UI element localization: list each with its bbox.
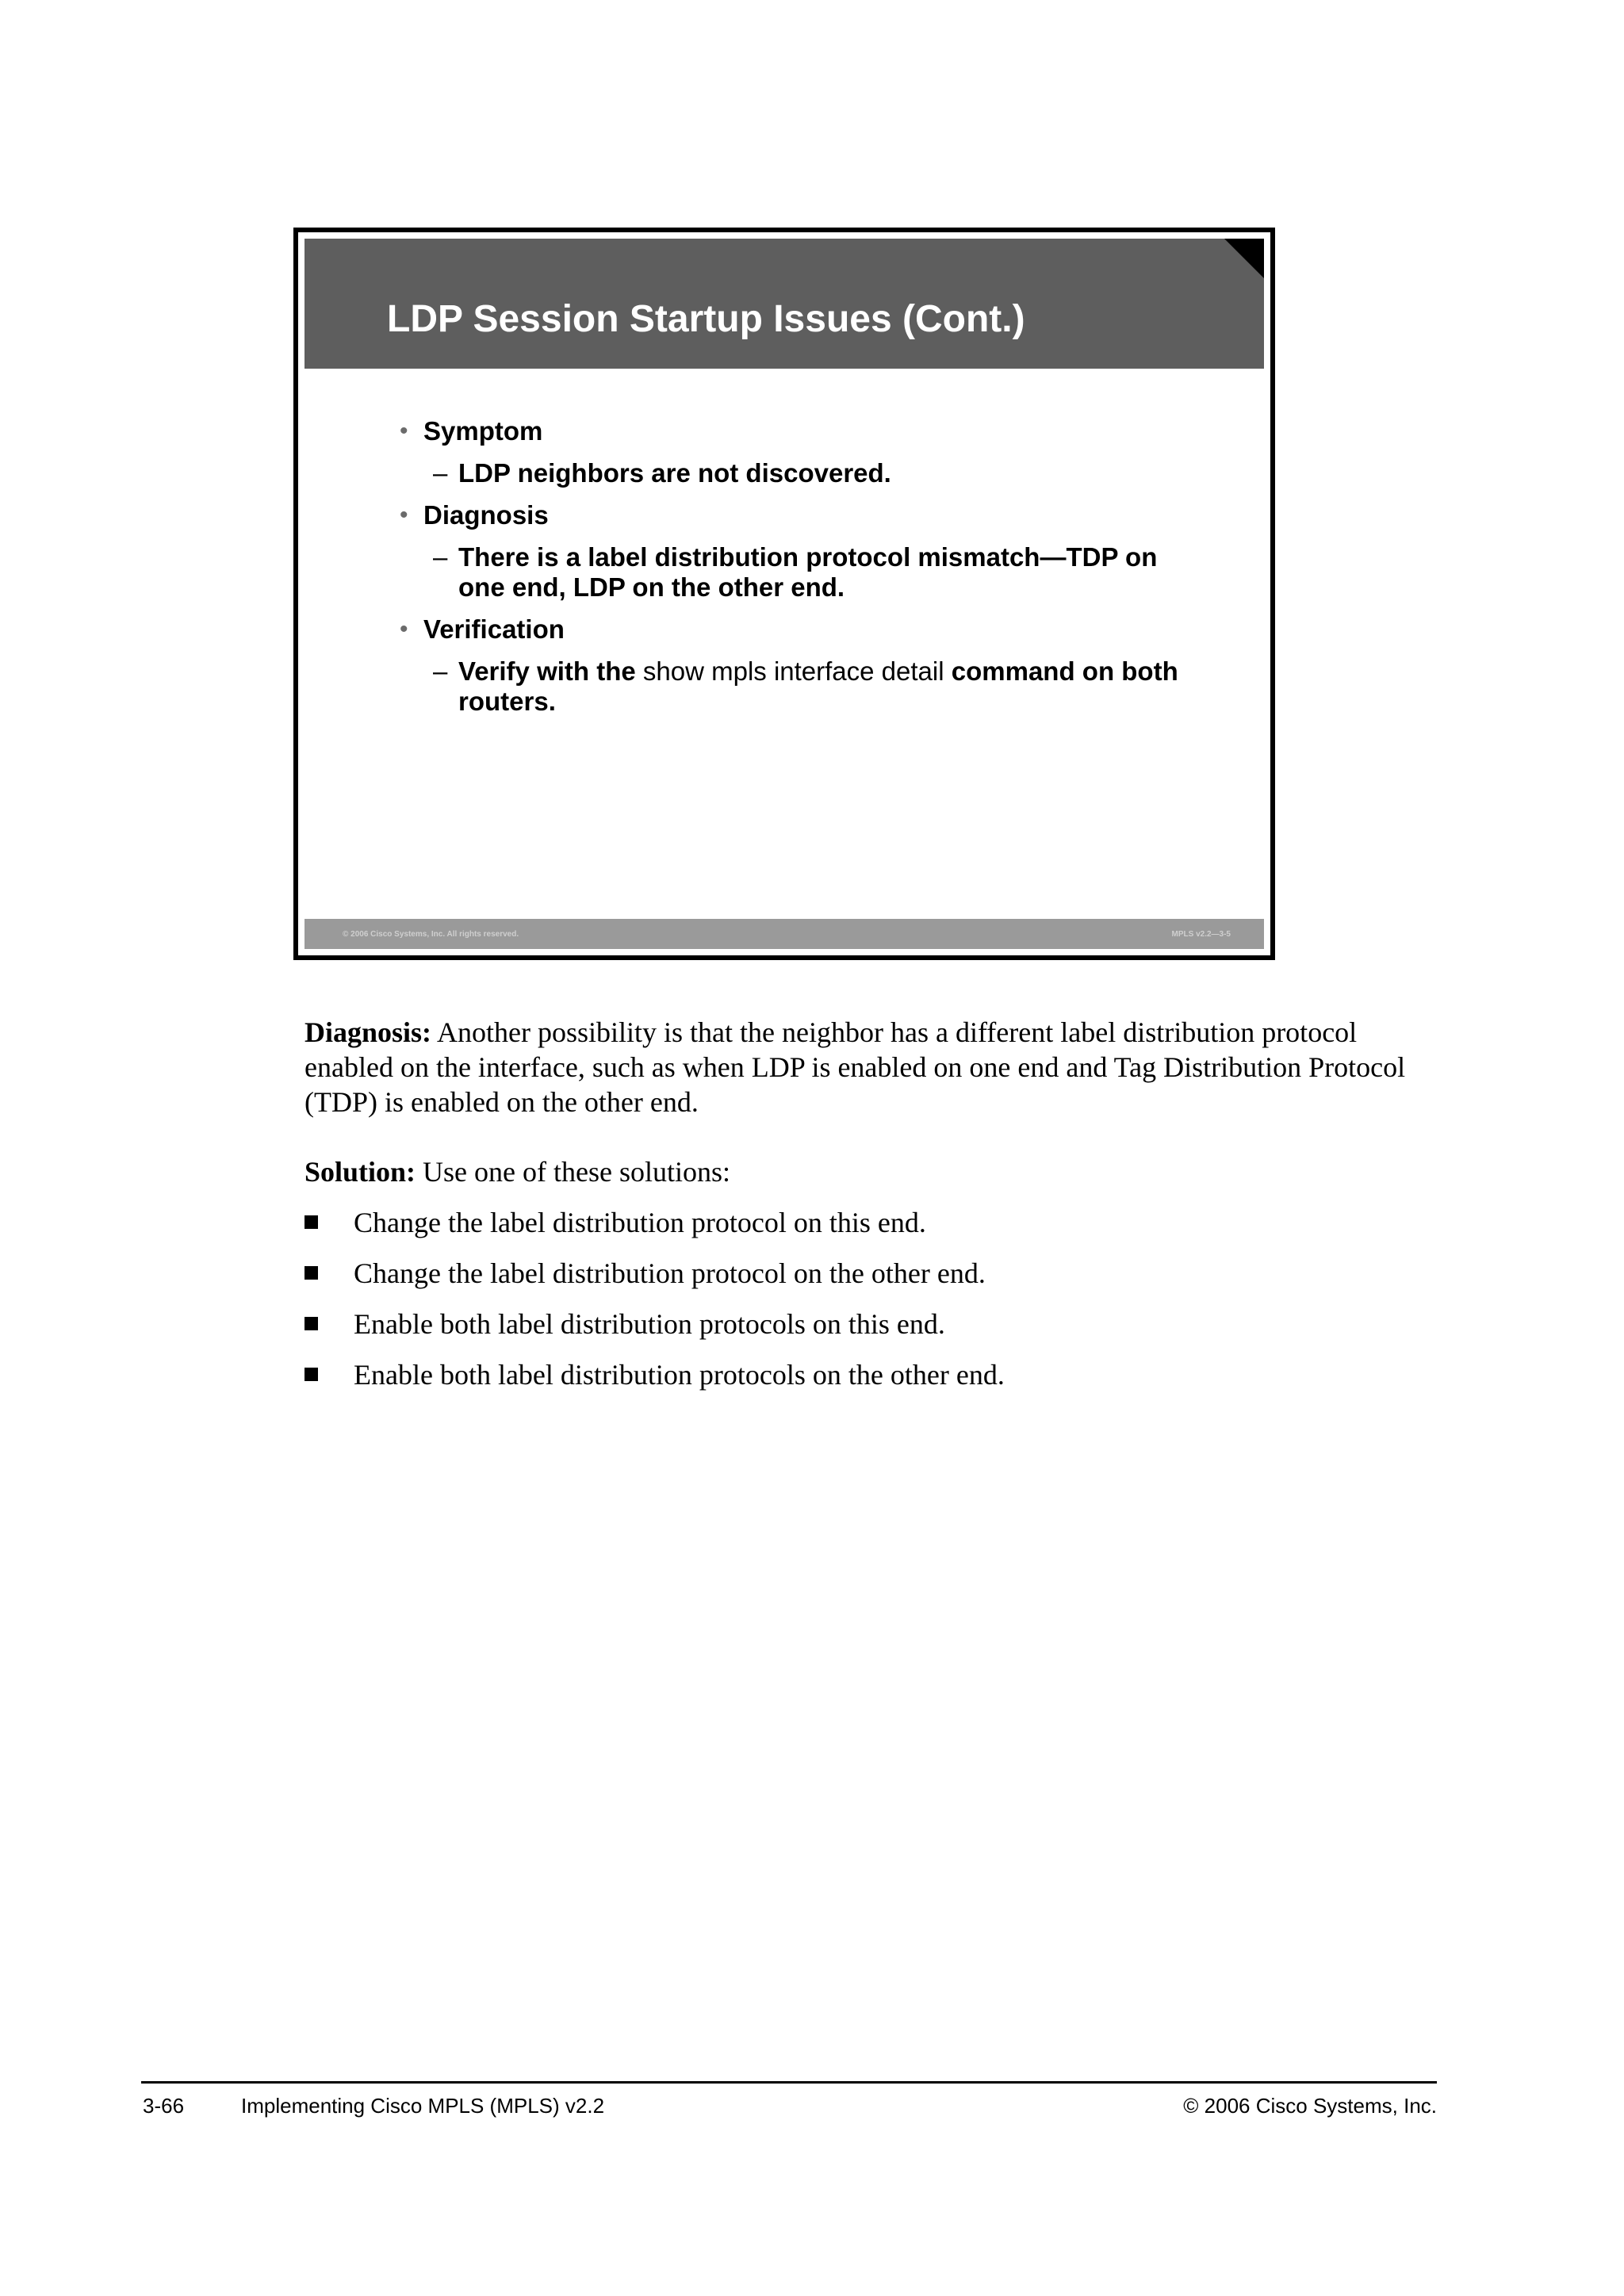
sub-verification [433, 656, 1178, 717]
slide-copyright: © 2006 Cisco Systems, Inc. All rights reserved. [343, 930, 519, 939]
sub-text-line2: one end, LDP on the other end. [458, 572, 845, 602]
slide [293, 228, 1275, 960]
square-bullet-icon [304, 1215, 318, 1229]
list-item-text: Enable both label distribution protocols on this end. [354, 1308, 945, 1340]
diagnosis-label: Diagnosis: [304, 1016, 432, 1048]
slide-body [298, 232, 1270, 955]
sub-text-line1: There is a label distribution protocol mismatch—TDP on [458, 542, 1158, 572]
bullet-label: Symptom [423, 416, 543, 446]
sub-text-pre: Verify with the [458, 656, 636, 686]
command-text: show mpls interface detail [642, 656, 944, 686]
slide-title: LDP Session Startup Issues (Cont.) [387, 298, 1025, 340]
square-bullet-icon [304, 1368, 318, 1381]
list-item-text: Change the label distribution protocol on this end. [354, 1207, 926, 1238]
book-title: Implementing Cisco MPLS (MPLS) v2.2 [241, 2094, 605, 2118]
square-bullet-icon [304, 1266, 318, 1280]
solution-paragraph [304, 1154, 1415, 1189]
footer-rule [141, 2081, 1437, 2084]
solution-text: Use one of these solutions: [423, 1156, 730, 1188]
footer-copyright: © 2006 Cisco Systems, Inc. [1183, 2094, 1437, 2118]
sub-symptom [433, 458, 891, 488]
bullet-label: Diagnosis [423, 500, 549, 530]
bullet-verification [400, 614, 565, 645]
sub-text-line2: routers. [458, 687, 556, 716]
bullet-icon: • [400, 616, 408, 642]
sub-diagnosis [433, 542, 1158, 603]
bullet-label: Verification [423, 614, 565, 644]
sub-text-post: command on both [951, 656, 1178, 686]
bullet-symptom [400, 416, 543, 446]
sub-text: LDP neighbors are not discovered. [458, 458, 891, 488]
bullet-icon: • [400, 418, 408, 444]
diagnosis-paragraph [304, 1015, 1415, 1119]
diagnosis-text: Another possibility is that the neighbor has a different label distribution protocol enabled on the interface, such as when LDP is enabled on one end and Tag Distribution Protocol (TDP) is enabled on the other end. [304, 1016, 1406, 1118]
bullet-icon: • [400, 502, 408, 528]
bullet-diagnosis [400, 500, 549, 530]
solution-label: Solution: [304, 1156, 416, 1188]
dash-icon: – [433, 656, 448, 686]
dash-icon: – [433, 458, 448, 488]
list-item-text: Enable both label distribution protocols on the other end. [354, 1359, 1005, 1391]
list-item-text: Change the label distribution protocol on the other end. [354, 1257, 986, 1289]
square-bullet-icon [304, 1317, 318, 1330]
slide-footer [304, 919, 1264, 949]
page-number: 3-66 [143, 2094, 185, 2118]
slide-code: MPLS v2.2—3-5 [1171, 930, 1231, 939]
dash-icon: – [433, 542, 448, 572]
